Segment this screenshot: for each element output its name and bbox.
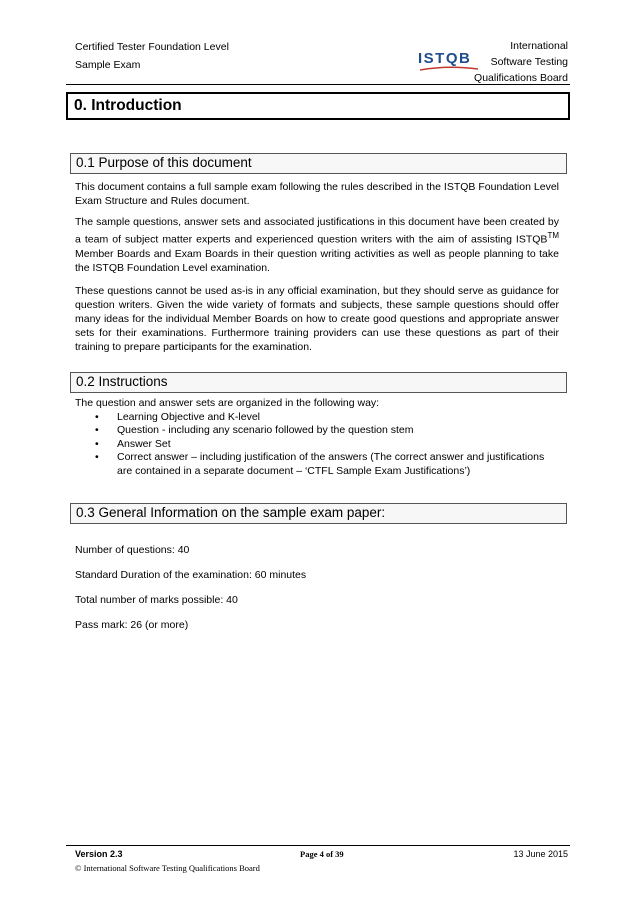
header-left [75, 38, 229, 74]
chapter-heading: 0. Introduction [74, 97, 182, 114]
istqb-logo [418, 50, 478, 70]
instructions-block [75, 397, 559, 478]
purpose-paragraph-3: These questions cannot be used as-is in any official examination, but they should serve as guidance for question writers. Given the wide variety of formats and subjects, these sample questions should offer many ideas for the individual Member Boards on how to create good questions and appropriate answer sets for their examinations. Furthermore training providers can use these questions as part of their training to prepare participants for the examination. [75, 285, 559, 353]
info-duration: Standard Duration of the examination: 60 minutes [75, 569, 307, 581]
section-heading-box-instructions [70, 372, 567, 393]
list-item: • Answer Set [95, 437, 171, 450]
footer-version: Version 2.3 [75, 849, 123, 859]
header-org-line2: Software Testing [490, 56, 568, 68]
bullet-icon: • [95, 410, 99, 423]
list-item: • Correct answer – including justification of the answers (The correct answer and justifications are contained in a separate document – ‘CTFL Sample Exam Justifications’) [95, 451, 545, 477]
footer-copyright: © International Software Testing Qualifications Board [75, 863, 260, 873]
purpose-paragraph-2-pre: The sample questions, answer sets and associated justifications in this document have been created by a team of subject matter experts and experienced question writers with the aim of assisting ISTQB [75, 216, 559, 246]
purpose-paragraph-2-post: Member Boards and Exam Boards in their question writing activities as well as people planning to take the ISTQB Foundation Level examination. [75, 247, 559, 274]
bullet-icon: • [95, 451, 99, 463]
header-subtitle: Sample Exam [75, 59, 141, 71]
section-heading-general-info: 0.3 General Information on the sample exam paper: [76, 505, 386, 520]
header-right [474, 38, 568, 86]
instructions-intro: The question and answer sets are organized in the following way: [75, 397, 380, 409]
trademark-mark: TM [547, 231, 559, 240]
footer-date: 13 June 2015 [513, 849, 568, 859]
purpose-paragraph-2 [75, 215, 559, 275]
footer-page-number: Page 4 of 39 [300, 849, 344, 859]
info-total-marks: Total number of marks possible: 40 [75, 594, 238, 606]
instructions-list [75, 411, 559, 479]
section-heading-box-purpose [70, 153, 567, 174]
info-pass-mark: Pass mark: 26 (or more) [75, 619, 189, 631]
list-item: • Learning Objective and K-level [95, 410, 261, 423]
header-title: Certified Tester Foundation Level [75, 41, 229, 53]
header-org-line3: Qualifications Board [474, 72, 568, 84]
list-item: • Question - including any scenario followed by the question stem [95, 424, 414, 436]
header-org-line1: International [510, 40, 568, 52]
logo-text: ISTQB [418, 50, 472, 67]
info-number-of-questions: Number of questions: 40 [75, 544, 190, 556]
bullet-icon: • [95, 424, 99, 436]
chapter-heading-box [66, 92, 570, 120]
bullet-icon: • [95, 437, 99, 450]
footer-divider [66, 845, 570, 846]
section-heading-instructions: 0.2 Instructions [76, 374, 168, 389]
section-heading-box-general-info [70, 503, 567, 524]
logo-swoosh-icon [420, 66, 478, 72]
section-heading-purpose: 0.1 Purpose of this document [76, 155, 252, 170]
purpose-paragraph-1: This document contains a full sample exam following the rules described in the ISTQB Foundation Level Exam Structure and Rules document. [75, 181, 559, 207]
header-divider [66, 84, 570, 85]
